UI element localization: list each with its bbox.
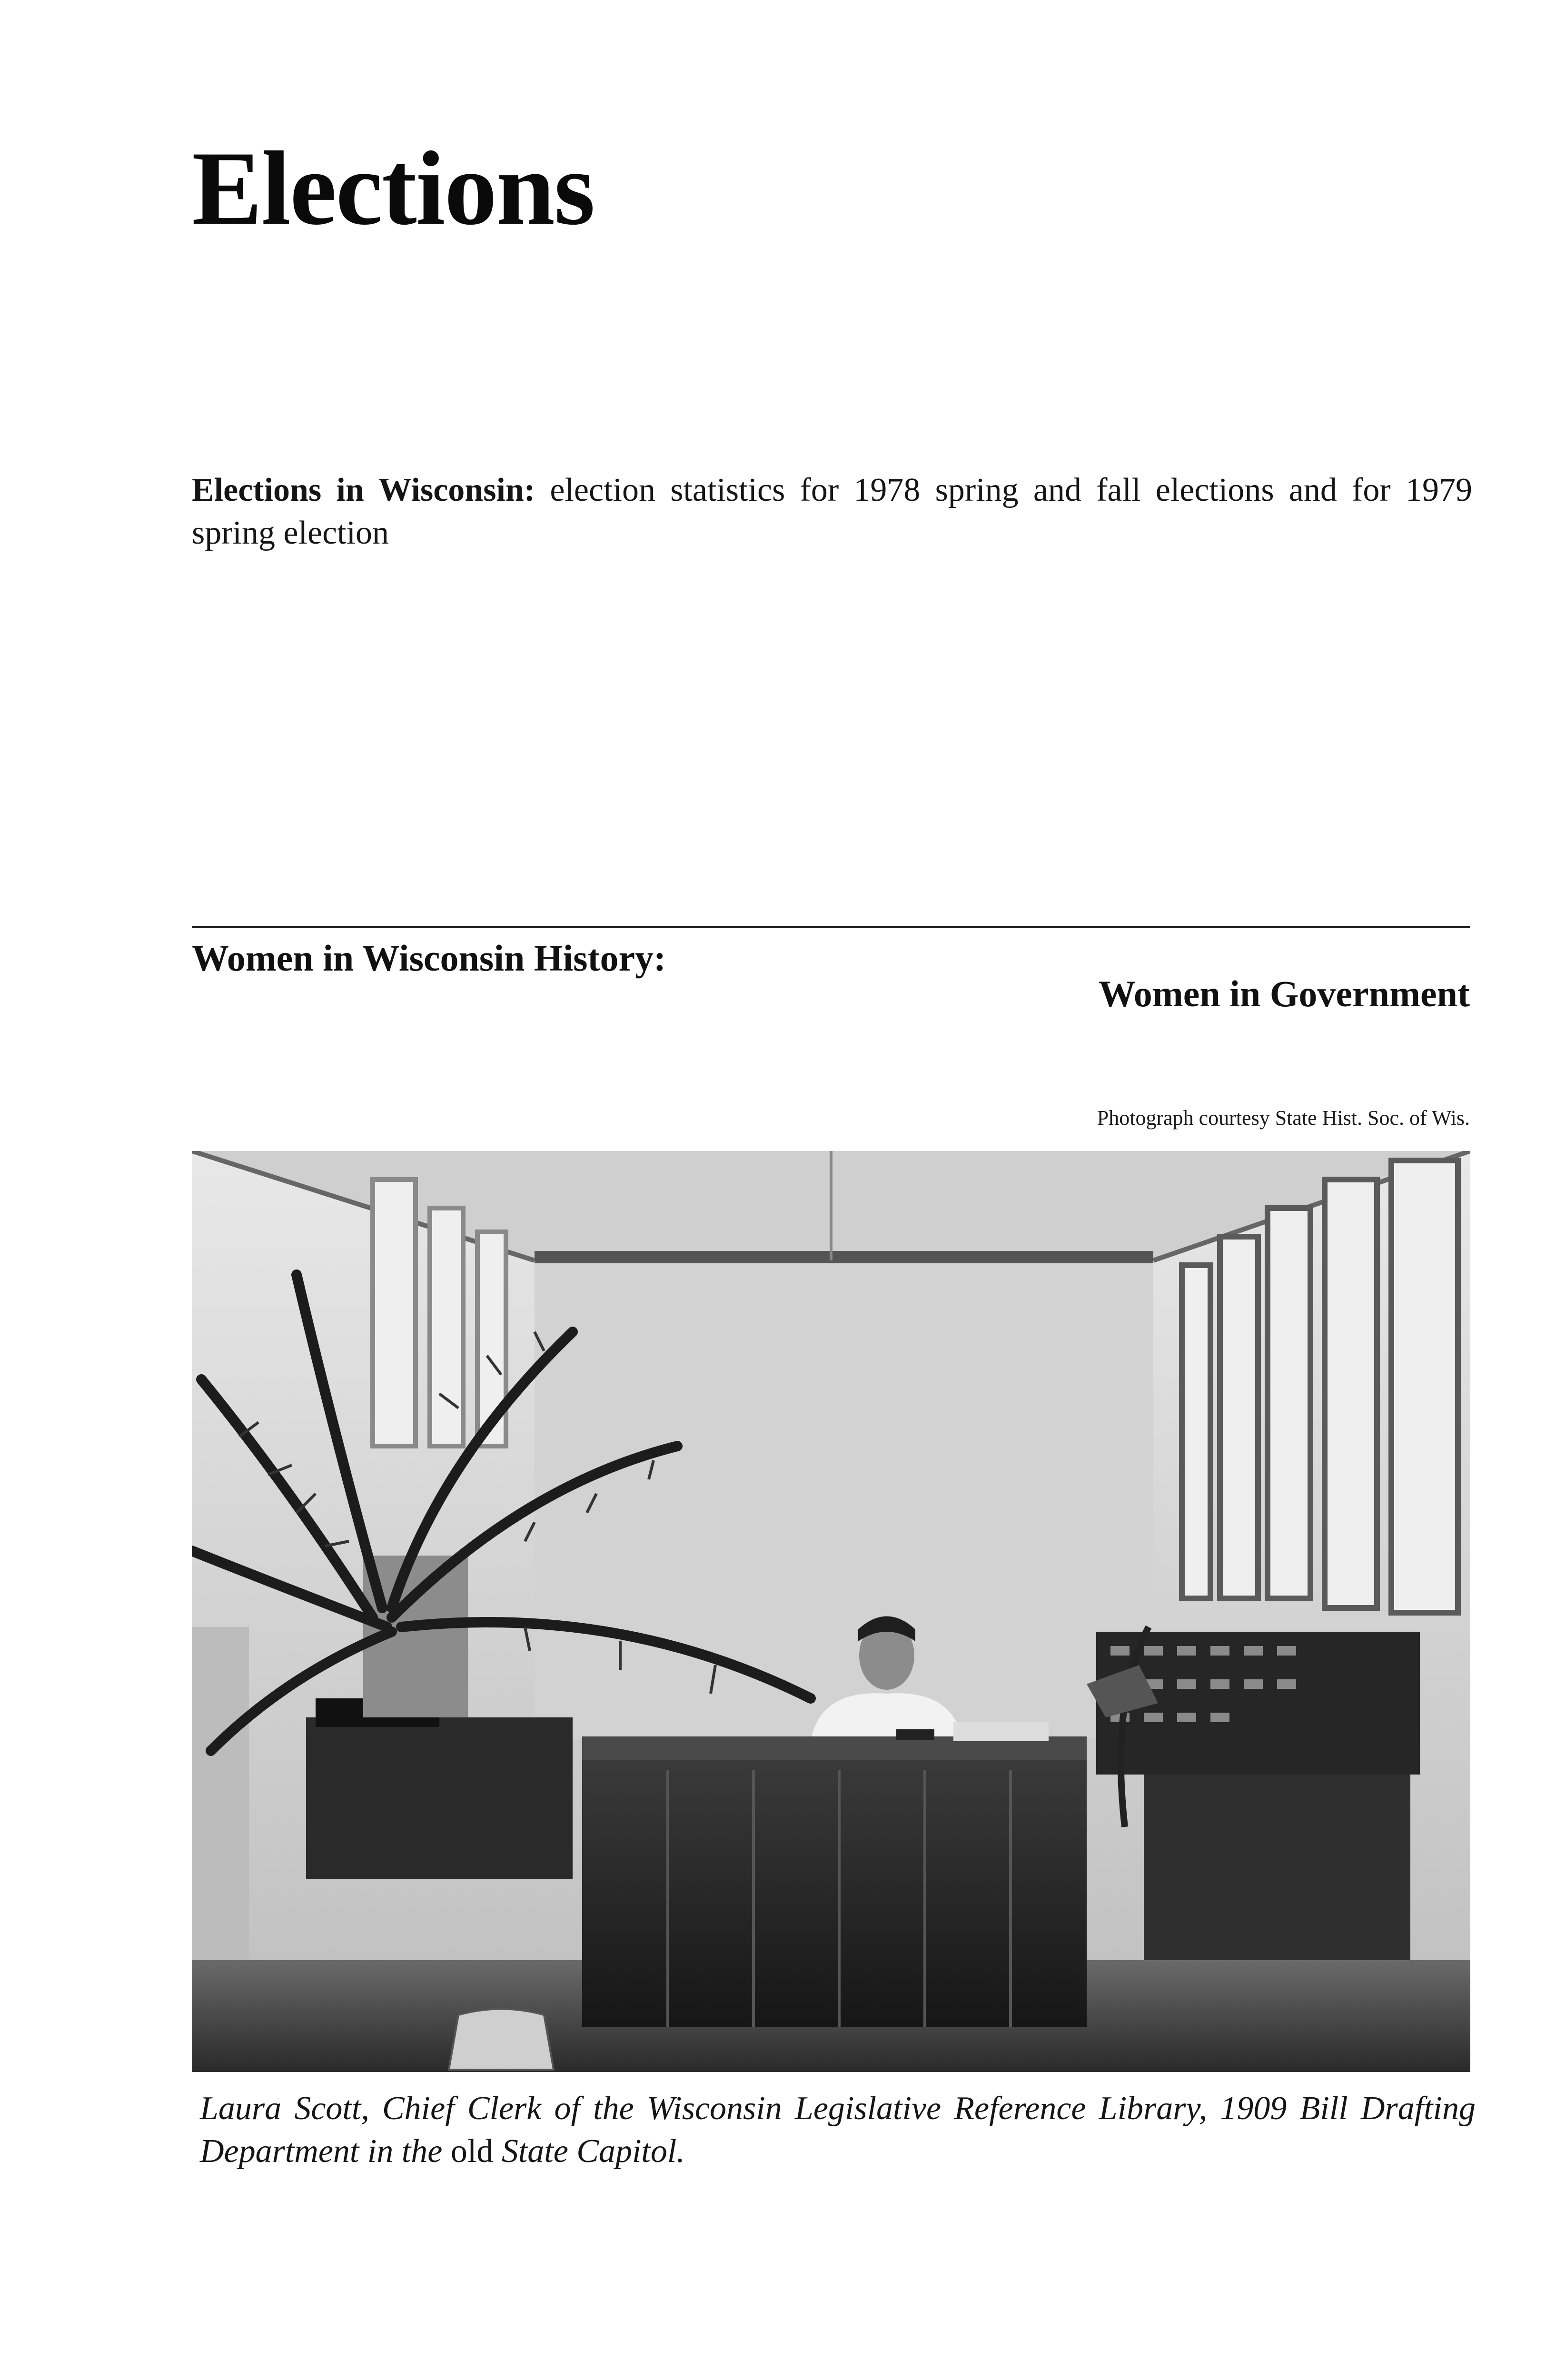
photo-illustration [192,1151,1470,2072]
page-title: Elections [192,130,595,247]
section-divider [192,926,1470,928]
caption-part-1: Laura Scott, Chief Clerk of the Wisconsin Legislative Reference Library, 1909 Bill Drafting Department in the [200,2090,1476,2170]
caption-part-3: State Capitol. [493,2133,685,2170]
caption-part-2: old [450,2133,494,2170]
historical-photo [192,1151,1470,2072]
section-subheading: Women in Government [1099,973,1470,1014]
intro-paragraph [192,469,1472,555]
intro-lead: Elections in Wisconsin: [192,472,535,508]
photo-caption [200,2087,1476,2173]
photo-credit: Photograph courtesy State Hist. Soc. of Wis. [1097,1106,1470,1130]
intro-text: election statistics for 1978 spring and fall elections and for 1979 spring election [192,472,1472,551]
section-heading: Women in Wisconsin History: [192,937,666,979]
